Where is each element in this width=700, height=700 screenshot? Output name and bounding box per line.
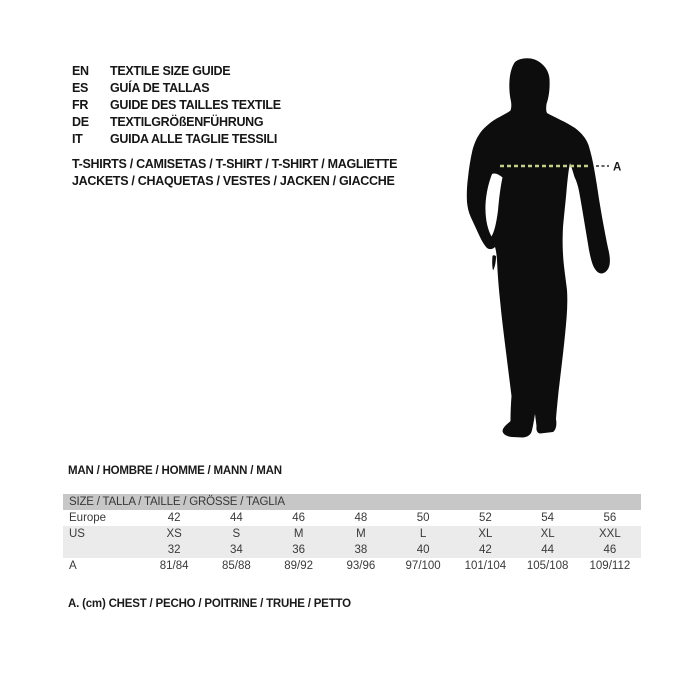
language-row <box>72 114 281 131</box>
table-row-us <box>63 526 641 542</box>
man-silhouette <box>467 58 610 437</box>
size-cell: 97/100 <box>405 560 441 572</box>
size-cell: 44 <box>229 512 243 524</box>
category-line-jackets: JACKETS / CHAQUETAS / VESTES / JACKEN / GIACCHE <box>72 174 395 188</box>
section-title-man: MAN / HOMBRE / HOMME / MANN / MAN <box>68 465 282 477</box>
row-label: A <box>69 560 77 572</box>
category-line-tshirts: T-SHIRTS / CAMISETAS / T-SHIRT / T-SHIRT / MAGLIETTE <box>72 157 398 171</box>
size-cell: 81/84 <box>159 560 189 572</box>
language-code: ES <box>72 81 89 95</box>
measure-label-a: A <box>613 161 622 174</box>
size-cell: 93/96 <box>346 560 376 572</box>
language-row <box>72 80 281 97</box>
size-cell: 105/108 <box>526 560 569 572</box>
measurement-footnote: A. (cm) CHEST / PECHO / POITRINE / TRUHE / PETTO <box>68 598 351 610</box>
size-cell: 89/92 <box>284 560 314 572</box>
size-cell: 52 <box>478 512 492 524</box>
size-cell: 44 <box>541 544 555 556</box>
language-code: DE <box>72 115 89 129</box>
size-cell: 46 <box>292 512 306 524</box>
size-cell: 48 <box>354 512 368 524</box>
language-row <box>72 131 281 148</box>
size-cell: 109/112 <box>589 560 631 572</box>
size-cell: 101/104 <box>464 560 507 572</box>
language-code: IT <box>72 132 83 146</box>
size-cell: XS <box>166 528 182 540</box>
man-silhouette-figure <box>440 0 700 460</box>
size-cell: XL <box>540 528 555 540</box>
size-cell: 50 <box>416 512 430 524</box>
size-table <box>63 494 641 574</box>
size-cell: 85/88 <box>221 560 251 572</box>
language-label: GUIDA ALLE TAGLIE TESSILI <box>110 132 278 146</box>
language-code: EN <box>72 64 89 78</box>
language-list <box>72 63 281 148</box>
size-cell: 46 <box>603 544 617 556</box>
size-cell: 34 <box>229 544 243 556</box>
row-label: US <box>69 528 85 540</box>
language-label: GUIDE DES TAILLES TEXTILE <box>110 98 281 112</box>
size-cell: L <box>419 528 427 540</box>
language-label: TEXTILE SIZE GUIDE <box>110 64 231 78</box>
size-cell: 42 <box>167 512 181 524</box>
language-row <box>72 63 281 80</box>
row-label: Europe <box>69 512 107 524</box>
size-cell: 56 <box>603 512 617 524</box>
size-cell: XL <box>478 528 493 540</box>
size-cell: 54 <box>541 512 555 524</box>
language-label: TEXTILGRÖßENFÜHRUNG <box>110 115 264 129</box>
table-row-chest-a <box>63 558 641 574</box>
size-cell: M <box>293 528 304 540</box>
size-cell: 40 <box>416 544 430 556</box>
size-table-header: SIZE / TALLA / TAILLE / GRÖSSE / TAGLIA <box>63 494 641 510</box>
size-cell: S <box>232 528 241 540</box>
language-row <box>72 97 281 114</box>
language-code: FR <box>72 98 89 112</box>
size-cell: 42 <box>478 544 492 556</box>
size-cell: M <box>356 528 366 540</box>
table-row-numeric <box>63 542 641 558</box>
size-cell: 38 <box>354 544 368 556</box>
size-cell: XXL <box>599 528 621 540</box>
table-row-europe <box>63 510 641 526</box>
language-label: GUÍA DE TALLAS <box>110 81 210 95</box>
garment-categories <box>72 156 397 190</box>
size-cell: 32 <box>167 544 181 556</box>
size-cell: 36 <box>292 544 306 556</box>
